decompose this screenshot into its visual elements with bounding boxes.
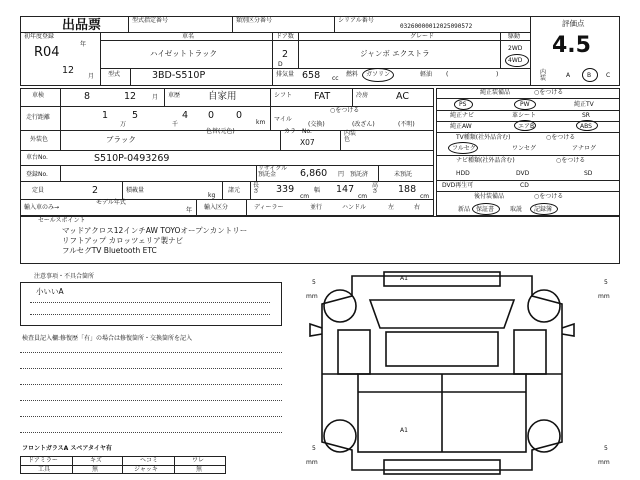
fuel-label: 燃料: [346, 71, 359, 78]
equipment-note: ○をつける: [534, 89, 564, 96]
dvd-playback: DVD再生可: [442, 182, 474, 189]
circle-note-mileage: ○をつける: [330, 107, 360, 114]
damage-h1: ドアミラー: [28, 457, 58, 464]
doors-label: ドア数: [276, 33, 294, 40]
equip-aw: 純正AW: [450, 123, 472, 130]
meter-swap: (交換): [308, 121, 325, 128]
caution-title: 注意事項・不具合箇所: [34, 273, 95, 280]
height-label: 高さ: [372, 182, 379, 195]
interior-label: 内装: [540, 69, 547, 82]
chassis-value: S510P-0493269: [94, 153, 170, 164]
capacity-label: 定員: [32, 187, 45, 194]
first-reg-month: 12: [62, 65, 75, 76]
cd-label: CD: [520, 182, 529, 189]
tv-analog: アナログ: [572, 145, 597, 152]
damage-h2: キズ: [90, 457, 102, 464]
inspector-title: 検査員記入欄:修復歴「有」の場合は修復箇所・交換箇所を記入: [22, 335, 193, 342]
mileage-digit-2: 5: [132, 110, 139, 121]
shift-value: FAT: [314, 91, 331, 102]
tv-fullseg: フルセグ: [452, 145, 476, 152]
grade-value: ジャンボ エクストラ: [360, 49, 430, 58]
rear-warranty: 保証書: [476, 206, 495, 213]
equip-airbag-circle: [514, 120, 536, 131]
reg-label: 登録No.: [26, 171, 48, 178]
color-no-value: X07: [300, 138, 315, 147]
serial-label: シリアル番号: [338, 17, 374, 24]
mileage-digit-1: 1: [102, 110, 109, 121]
drive-2wd: 2WD: [508, 45, 523, 52]
damage-h3: ヘコミ: [140, 457, 159, 464]
tread-fr: 5: [604, 279, 608, 286]
drive-4wd-circle: [505, 54, 529, 67]
recycle-unpaid: 未預託: [394, 171, 413, 178]
interior-circle: [582, 68, 598, 82]
fuel-circle: [362, 68, 394, 82]
equipment-title: 純正装備品: [480, 89, 511, 96]
equip-airbag: エアB: [518, 123, 535, 130]
first-reg-label: 初年度登録: [24, 33, 55, 40]
length-value: 339: [276, 184, 295, 195]
cooling-label: 冷房: [356, 92, 369, 99]
equip-navi: 純正ナビ: [450, 112, 475, 119]
tread-rr: 5: [604, 445, 608, 452]
type-value: 3BD-S510P: [152, 70, 206, 81]
mile-label: マイル: [274, 116, 292, 123]
fuel-gasoline: ガソリン: [366, 71, 391, 78]
import-parallel: 並行: [310, 204, 323, 211]
meter-change: (改ざん): [352, 121, 375, 128]
grade-label: グレード: [410, 33, 435, 40]
cooling-value: AC: [396, 91, 409, 102]
shaken-label: 車検: [32, 92, 45, 99]
caution-value: 小いいA: [36, 287, 64, 296]
interior-grade-c: C: [606, 72, 611, 79]
mileage-digit-4: 0: [208, 110, 215, 121]
tv-oneseg: ワンセグ: [512, 145, 537, 152]
tread-rl: 5: [312, 445, 316, 452]
shaken-month: 12: [124, 91, 137, 102]
equip-tv: 純正TV: [574, 101, 594, 108]
tv-title: TV種類(社外品含む): [456, 134, 511, 141]
equip-leather: 革シート: [512, 112, 537, 119]
navi-title: ナビ種類(社外品含む): [456, 157, 515, 164]
rear-note: ○をつける: [534, 193, 564, 200]
first-reg-era: R04: [34, 45, 60, 60]
width-value: 147: [336, 184, 355, 195]
equip-pw-circle: [514, 99, 536, 110]
sales-title: セールスポイント: [38, 217, 86, 224]
score-value: 4.5: [552, 33, 591, 58]
mileage-digit-5: 0: [236, 110, 243, 121]
sales-line-2: リフトアップ カロッツェリア製ナビ: [62, 236, 184, 245]
meter-unknown: (不明): [398, 121, 415, 128]
drive-4wd: 4WD: [508, 57, 523, 64]
interior-color-label: 内装色: [344, 130, 357, 143]
usage-value: 自家用: [208, 91, 237, 102]
equip-pw: PW: [520, 101, 530, 108]
serial-number: 03260000012025090572: [400, 23, 473, 30]
import-class-label: 輸入区分: [204, 204, 229, 211]
damage-v3: ジャッキ: [134, 466, 158, 473]
shift-label: シフト: [274, 92, 293, 99]
navi-dvd: DVD: [516, 170, 530, 177]
chassis-label: 車台No.: [26, 154, 48, 161]
length-label: 長さ: [253, 182, 260, 195]
handle-right: 右: [414, 204, 421, 211]
inspection-frame: [20, 88, 434, 216]
recycle-paid: 預託済: [350, 171, 369, 178]
displacement-value: 658: [302, 70, 321, 81]
equip-abs: ABS: [580, 123, 592, 130]
handle-left: 左: [388, 204, 395, 211]
rear-new: 新品: [458, 206, 471, 213]
dims-label: 諸元: [228, 187, 241, 194]
tv-fullseg-circle: [448, 142, 478, 154]
sales-line-1: マッドアクロス12インチAW TOYOオープンカントリー: [62, 226, 248, 235]
rear-warranty-circle: [472, 203, 500, 215]
recycle-label: リサイクル預託金: [258, 165, 288, 178]
damage-v2: 無: [92, 466, 99, 473]
category-code-label: 類別区分番号: [236, 17, 273, 24]
damage-v4: 無: [196, 466, 203, 473]
rear-record-circle: [530, 203, 558, 215]
equip-ps: PS: [459, 101, 467, 108]
color-label: 外装色: [30, 136, 49, 143]
car-diagram: [300, 266, 620, 480]
handle-label: ハンドル: [342, 204, 367, 211]
color-value: ブラック: [106, 135, 136, 144]
recycle-value: 6,860: [300, 168, 328, 179]
rear-record: 記録簿: [534, 206, 553, 213]
mileage-label: 走行距離: [26, 114, 51, 121]
name-label: 車名: [182, 33, 195, 40]
interior-grade-a: A: [566, 72, 571, 79]
displacement-label: 排気量: [276, 71, 295, 78]
tread-fl: 5: [312, 279, 316, 286]
rear-damage-code: A1: [400, 427, 408, 434]
page-title: 出品票: [62, 18, 102, 33]
damage-h4: ワレ: [192, 457, 205, 464]
equip-abs-circle: [576, 120, 598, 131]
tv-note: ○をつける: [546, 134, 576, 141]
navi-sd: SD: [584, 170, 593, 177]
type-label: 型式: [108, 71, 121, 78]
width-label: 幅: [314, 187, 321, 194]
usage-label: 車歴: [168, 92, 181, 99]
front-damage-code: A1: [400, 275, 408, 282]
import-dealer: ディーラー: [254, 204, 284, 211]
score-label: 評価点: [562, 19, 585, 28]
interior-grade-b: B: [587, 72, 592, 79]
doors-value: 2: [282, 49, 289, 60]
model-code-label: 型式指定番号: [132, 17, 169, 24]
shaken-year: 8: [84, 91, 91, 102]
navi-note: ○をつける: [556, 157, 586, 164]
equip-ps-circle: [454, 99, 473, 110]
rear-title: 後付装備品: [474, 193, 505, 200]
glass-note: フロントガラスA スペアタイヤ有: [22, 445, 112, 452]
car-name: ハイゼットトラック: [150, 49, 217, 58]
color-no-label: カラーNo.: [284, 128, 312, 135]
color-change-label: 色替(元色): [206, 128, 235, 135]
import-label: 輸入車のみ→: [24, 204, 60, 211]
model-year-label: モデル年式: [96, 199, 126, 206]
capacity-value: 2: [92, 185, 99, 196]
load-label: 積載量: [126, 187, 145, 194]
navi-hdd: HDD: [456, 170, 470, 177]
fuel-light: 軽油: [420, 71, 433, 78]
mileage-digit-3: 4: [182, 110, 189, 121]
height-value: 188: [398, 184, 417, 195]
drive-label: 駆動: [508, 33, 521, 40]
damage-v1: 工具: [38, 466, 51, 473]
rear-manual: 取説: [510, 206, 523, 213]
sales-line-3: フルセグTV Bluetooth ETC: [62, 246, 157, 255]
equip-sr: SR: [582, 112, 590, 119]
